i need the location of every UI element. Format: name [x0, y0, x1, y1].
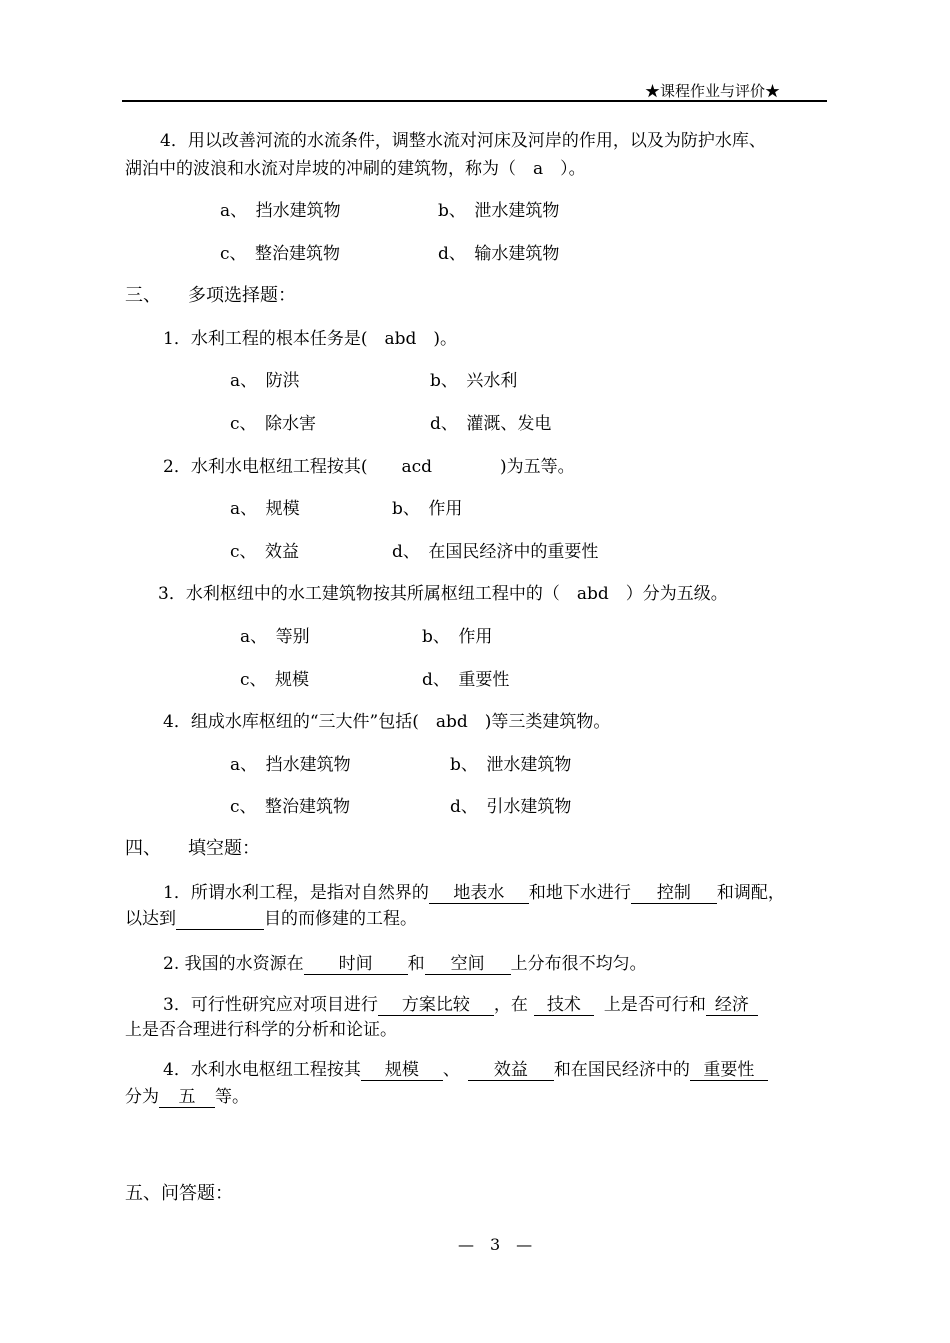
- fill-4-line2: [125, 1086, 249, 1108]
- mc1-option-d: d、 灌溉、发电: [430, 414, 552, 434]
- fill-1-text: 以达到: [125, 909, 176, 929]
- fill-3-text: ，在: [493, 995, 528, 1015]
- header-divider: [122, 100, 827, 102]
- question-4-line1: 4．用以改善河流的水流条件，调整水流对河床及河岸的作用，以及为防护水库、: [160, 131, 766, 151]
- fill-3-blank-3: 经济: [706, 995, 758, 1016]
- fill-1-text: 目的而修建的工程。: [264, 909, 417, 929]
- course-header-title: ★课程作业与评价★: [645, 82, 781, 100]
- fill-4-line1: [163, 1059, 768, 1081]
- section-4-title: 四、 填空题：: [125, 838, 260, 859]
- mc3-option-b: b、 作用: [422, 627, 493, 647]
- fill-4-blank-4: 五: [159, 1087, 215, 1108]
- fill-3-text: 3．可行性研究应对项目进行: [163, 995, 378, 1015]
- mc4-option-c: c、 整治建筑物: [230, 797, 351, 817]
- fill-4-text: 分为: [125, 1087, 159, 1107]
- fill-4-text: 4．水利水电枢纽工程按其: [163, 1060, 361, 1080]
- mc-question-1: 1．水利工程的根本任务是( abd )。: [163, 329, 457, 349]
- fill-2-text: 上分布很不均匀。: [510, 954, 647, 974]
- fill-2-text: 2. 我国的水资源在: [163, 954, 304, 974]
- section-5-title: 五、问答题：: [125, 1183, 233, 1204]
- mc4-option-a: a、 挡水建筑物: [230, 755, 351, 775]
- mc4-option-b: b、 泄水建筑物: [450, 755, 572, 775]
- fill-1-line2: [125, 908, 417, 930]
- fill-4-blank-1: 规模: [361, 1060, 443, 1081]
- fill-1-line1: [163, 882, 785, 904]
- fill-1-blank-1: 地表水: [429, 883, 529, 904]
- fill-2-text: 和: [407, 954, 425, 974]
- option-d: d、 输水建筑物: [438, 244, 560, 264]
- fill-2-blank-2: 空间: [425, 954, 511, 975]
- fill-4-text: 、: [442, 1060, 460, 1080]
- question-4-line2: 湖泊中的波浪和水流对岸坡的冲刷的建筑物，称为（ a ）。: [125, 159, 586, 179]
- fill-2-blank-1: 时间: [304, 954, 408, 975]
- mc3-option-a: a、 等别: [240, 627, 310, 647]
- mc-question-3: 3．水利枢纽中的水工建筑物按其所属枢纽工程中的（ abd ）分为五级。: [158, 584, 728, 604]
- mc2-option-b: b、 作用: [392, 499, 463, 519]
- mc2-option-a: a、 规模: [230, 499, 300, 519]
- fill-3-blank-2: 技术: [534, 995, 594, 1016]
- fill-1-blank-2: 控制: [631, 883, 717, 904]
- option-a: a、 挡水建筑物: [220, 201, 341, 221]
- mc1-option-a: a、 防洪: [230, 371, 300, 391]
- mc3-option-c: c、 规模: [240, 670, 310, 690]
- fill-3-line2: 上是否合理进行科学的分析和论证。: [125, 1020, 397, 1040]
- mc-question-2: 2．水利水电枢纽工程按其( acd )为五等。: [163, 457, 575, 477]
- mc-question-4: 4．组成水库枢纽的“三大件”包括( abd )等三类建筑物。: [163, 712, 611, 732]
- fill-1-text: 1．所谓水利工程，是指对自然界的: [163, 883, 429, 903]
- mc2-option-c: c、 效益: [230, 542, 300, 562]
- fill-3-text: 上是否可行和: [603, 995, 706, 1015]
- fill-2: [163, 953, 647, 975]
- mc3-option-d: d、 重要性: [422, 670, 510, 690]
- fill-3-line1: [163, 994, 758, 1016]
- fill-1-text: 和地下水进行: [528, 883, 631, 903]
- fill-4-blank-3: 重要性: [690, 1060, 768, 1081]
- option-b: b、 泄水建筑物: [438, 201, 560, 221]
- mc4-option-d: d、 引水建筑物: [450, 797, 572, 817]
- option-c: c、 整治建筑物: [220, 244, 341, 264]
- section-3-title: 三、 多项选择题：: [125, 285, 296, 306]
- page-number: — 3 —: [458, 1235, 533, 1254]
- mc2-option-d: d、 在国民经济中的重要性: [392, 542, 599, 562]
- mc1-option-b: b、 兴水利: [430, 371, 518, 391]
- fill-4-text: 等。: [215, 1087, 249, 1107]
- fill-3-blank-1: 方案比较: [378, 995, 494, 1016]
- fill-1-text: 和调配，: [716, 883, 785, 903]
- fill-1-blank-3: [176, 909, 264, 930]
- fill-4-blank-2: 效益: [468, 1060, 554, 1081]
- fill-4-text: 和在国民经济中的: [553, 1060, 690, 1080]
- mc1-option-c: c、 除水害: [230, 414, 317, 434]
